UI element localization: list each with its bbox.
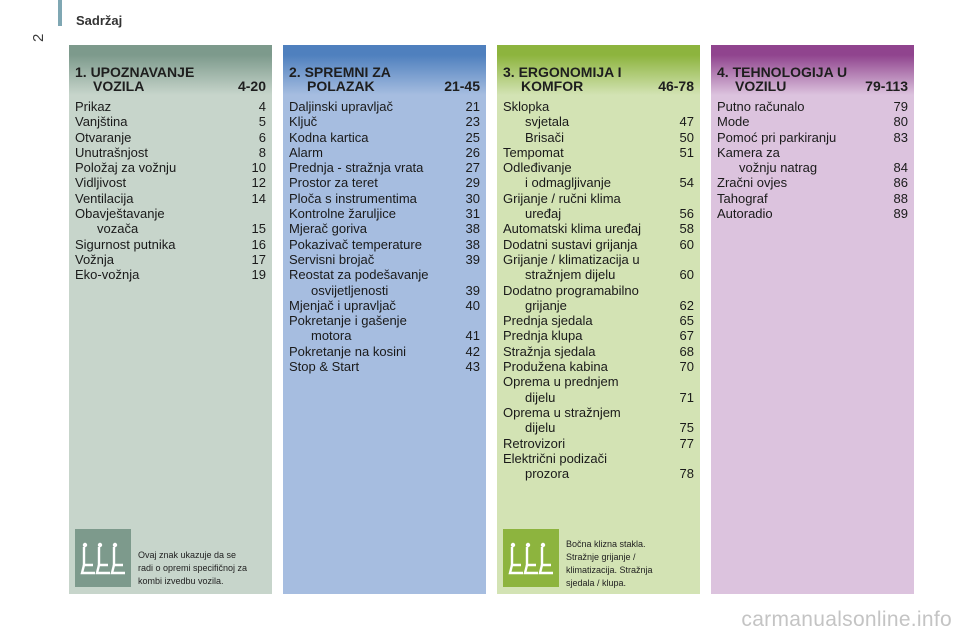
toc-item-text: Mode <box>717 114 750 130</box>
toc-item[interactable] <box>717 145 908 176</box>
toc-item-subtext: vožnju natrag <box>739 160 818 176</box>
toc-item-page: 12 <box>251 175 266 191</box>
toc-item-label <box>717 206 886 221</box>
toc-item-text: Grijanje / klimatizacija u <box>503 251 640 267</box>
toc-item[interactable] <box>289 175 480 190</box>
toc-item-label <box>75 145 244 160</box>
section-page-range: 79-113 <box>865 78 908 94</box>
toc-item-text: Prikaz <box>75 99 112 114</box>
toc-item[interactable] <box>75 206 266 237</box>
toc-item-page: 23 <box>465 114 480 130</box>
toc-item-page: 6 <box>258 129 266 145</box>
toc-item-label <box>75 237 244 252</box>
toc-item-label <box>289 252 458 267</box>
toc-item-text: Automatski klima uređaj <box>503 221 641 237</box>
toc-item[interactable] <box>503 451 694 482</box>
toc-item-subtext: Brisači <box>525 129 565 145</box>
toc-item-text: Kodna kartica <box>289 129 369 145</box>
toc-item-text: Mjerač goriva <box>289 221 368 237</box>
section-title-line2: POLAZAK <box>307 78 375 94</box>
toc-list <box>69 95 272 283</box>
toc-item-label <box>503 221 672 236</box>
toc-item[interactable] <box>75 114 266 129</box>
toc-item-label <box>289 221 458 236</box>
toc-item-page: 43 <box>465 359 480 375</box>
toc-item[interactable] <box>289 191 480 206</box>
toc-item[interactable] <box>75 191 266 206</box>
toc-item[interactable] <box>503 130 694 145</box>
toc-item-page: 25 <box>465 129 480 145</box>
toc-item-page: 50 <box>679 129 694 145</box>
toc-item-label <box>503 436 672 451</box>
toc-item-page: 62 <box>679 297 694 313</box>
toc-item-text: Mjenjač i upravljač <box>289 297 396 313</box>
toc-item[interactable] <box>503 221 694 236</box>
toc-item-page: 4 <box>258 99 266 114</box>
toc-item-page: 8 <box>258 144 266 160</box>
toc-item-page: 79 <box>893 99 908 114</box>
toc-item-text: Vanjština <box>75 114 128 130</box>
toc-item-page: 31 <box>465 206 480 222</box>
section-column-2 <box>283 45 486 594</box>
toc-item-text: Tempomat <box>503 144 564 160</box>
section-title-line2: VOZILU <box>735 78 787 94</box>
toc-item-text: Prednja klupa <box>503 328 583 344</box>
toc-item-text: Prednja sjedala <box>503 313 593 329</box>
toc-item-page: 26 <box>465 144 480 160</box>
toc-item-subtext: i odmagljivanje <box>525 175 611 191</box>
toc-item-label <box>289 130 458 145</box>
toc-item-page: 30 <box>465 190 480 206</box>
toc-item-label <box>289 206 458 221</box>
toc-item-subtext: svjetala <box>525 114 570 130</box>
toc-item-text: Kontrolne žaruljice <box>289 206 396 222</box>
toc-item-text: Kamera za <box>717 144 780 160</box>
toc-item[interactable] <box>75 252 266 267</box>
toc-item[interactable] <box>503 283 694 314</box>
note-line: Stražnje grijanje / <box>566 552 636 562</box>
toc-item-subtext: prozora <box>525 466 570 482</box>
toc-item-label <box>503 237 672 252</box>
header-accent-bar <box>58 0 62 26</box>
toc-item-text: Odleđivanje <box>503 160 572 176</box>
watermark: carmanualsonline.info <box>741 608 952 631</box>
toc-item-page: 88 <box>893 190 908 206</box>
toc-item-label <box>503 160 672 191</box>
column-header-band <box>711 45 914 55</box>
toc-item-text: Pokretanje i gašenje <box>289 313 407 329</box>
note-text <box>138 549 247 588</box>
toc-item-text: Servisni brojač <box>289 251 375 267</box>
toc-item-label <box>717 99 886 114</box>
page-number: 2 <box>30 33 47 42</box>
toc-item-page: 42 <box>465 343 480 359</box>
toc-item-label <box>75 175 244 190</box>
toc-item[interactable] <box>289 344 480 359</box>
toc-item-label <box>75 130 244 145</box>
toc-item-page: 39 <box>465 282 480 298</box>
toc-item-page: 38 <box>465 221 480 237</box>
toc-item-subtext: stražnjem dijelu <box>525 267 616 283</box>
kombi-icon <box>503 529 559 587</box>
toc-item-page: 58 <box>679 221 694 237</box>
toc-item-text: Ventilacija <box>75 190 134 206</box>
toc-item[interactable] <box>717 175 908 190</box>
toc-item[interactable] <box>717 206 908 221</box>
toc-item-label <box>503 191 672 222</box>
toc-item-label <box>289 145 458 160</box>
section-title-line1: 3. ERGONOMIJA I <box>503 64 622 80</box>
toc-item-label <box>717 114 886 129</box>
note-text <box>566 538 653 590</box>
toc-item[interactable] <box>289 114 480 129</box>
toc-item-label <box>289 191 458 206</box>
toc-item-text: Vidljivost <box>75 175 127 191</box>
toc-item-text: Električni podizači <box>503 450 608 466</box>
toc-item-page: 10 <box>251 160 266 176</box>
toc-item-text: Eko-vožnja <box>75 267 140 283</box>
toc-list <box>711 95 914 221</box>
section-title[interactable] <box>283 55 486 95</box>
toc-item-page: 38 <box>465 236 480 252</box>
section-title[interactable] <box>497 55 700 95</box>
toc-item-text: Stop & Start <box>289 359 360 375</box>
note-line: kombi izvedbu vozila. <box>138 576 224 586</box>
toc-item-page: 65 <box>679 313 694 329</box>
toc-item-label <box>503 145 672 160</box>
toc-item-label <box>289 313 458 344</box>
toc-item[interactable] <box>289 206 480 221</box>
section-title[interactable] <box>711 55 914 95</box>
toc-item-label <box>289 359 458 374</box>
toc-item-text: Vožnja <box>75 251 115 267</box>
toc-item-page: 21 <box>465 99 480 114</box>
section-page-range: 4-20 <box>237 78 266 94</box>
toc-item[interactable] <box>503 313 694 328</box>
toc-item-page: 27 <box>465 160 480 176</box>
toc-item-text: Ploča s instrumentima <box>289 190 417 206</box>
toc-item[interactable] <box>289 160 480 175</box>
toc-item-page: 51 <box>679 144 694 160</box>
toc-item-text: Retrovizori <box>503 435 566 451</box>
toc-item-text: Prednja - stražnja vrata <box>289 160 424 176</box>
toc-item-label <box>717 191 886 206</box>
toc-item[interactable] <box>503 99 694 130</box>
toc-item-page: 19 <box>251 267 266 283</box>
toc-item-text: Pomoć pri parkiranju <box>717 129 837 145</box>
toc-item-page: 15 <box>251 221 266 237</box>
toc-item-text: Oprema u prednjem <box>503 374 619 390</box>
toc-item-label <box>503 328 672 343</box>
column-header-band <box>69 45 272 55</box>
toc-item-page: 84 <box>893 160 908 176</box>
toc-item-text: Obavještavanje <box>75 206 165 222</box>
column-header-band <box>497 45 700 55</box>
section-title-line2: VOZILA <box>93 78 145 94</box>
toc-item-label <box>503 405 672 436</box>
toc-item-subtext: dijelu <box>525 420 556 436</box>
toc-item-label <box>289 175 458 190</box>
toc-item[interactable] <box>503 160 694 191</box>
toc-item-page: 54 <box>679 175 694 191</box>
toc-item[interactable] <box>75 130 266 145</box>
toc-item-text: Položaj za vožnju <box>75 160 177 176</box>
toc-item[interactable] <box>75 237 266 252</box>
toc-item-subtext: osvijetljenosti <box>311 282 389 298</box>
section-title-line1: 1. UPOZNAVANJE <box>75 64 195 80</box>
toc-item-label <box>503 130 672 145</box>
toc-item[interactable] <box>289 99 480 114</box>
toc-item-text: Daljinski upravljač <box>289 99 394 114</box>
toc-item[interactable] <box>75 267 266 282</box>
toc-item-text: Dodatni sustavi grijanja <box>503 236 638 252</box>
toc-item-text: Pokretanje na kosini <box>289 343 407 359</box>
toc-item[interactable] <box>717 130 908 145</box>
toc-item[interactable] <box>75 145 266 160</box>
section-column-4 <box>711 45 914 594</box>
toc-item-text: Produžena kabina <box>503 359 608 375</box>
note-line: sjedala / klupa. <box>566 578 627 588</box>
page-title: Sadržaj <box>76 13 123 28</box>
toc-item-page: 71 <box>679 389 694 405</box>
toc-item[interactable] <box>289 298 480 313</box>
toc-item[interactable] <box>503 359 694 374</box>
toc-item-page: 60 <box>679 236 694 252</box>
toc-item-page: 14 <box>251 190 266 206</box>
toc-item-text: Grijanje / ručni klima <box>503 190 621 206</box>
toc-item-label <box>503 283 672 314</box>
section-title[interactable] <box>69 55 272 95</box>
toc-item-text: Unutrašnjost <box>75 144 148 160</box>
toc-item-label <box>503 99 672 130</box>
toc-item[interactable] <box>503 405 694 436</box>
toc-item[interactable] <box>289 221 480 236</box>
toc-list <box>497 95 700 481</box>
toc-item-page: 86 <box>893 175 908 191</box>
toc-item[interactable] <box>717 99 908 114</box>
toc-item-page: 16 <box>251 236 266 252</box>
toc-item-label <box>289 160 458 175</box>
toc-item-page: 29 <box>465 175 480 191</box>
note-line: radi o opremi specifičnoj za <box>138 563 248 573</box>
toc-item-label <box>503 344 672 359</box>
section-column-1 <box>69 45 272 594</box>
toc-item-page: 78 <box>679 466 694 482</box>
toc-item-label <box>75 252 244 267</box>
toc-item[interactable] <box>75 175 266 190</box>
toc-item-label <box>75 267 244 282</box>
toc-item-label <box>75 160 244 175</box>
toc-item[interactable] <box>503 374 694 405</box>
toc-item-page: 41 <box>465 328 480 344</box>
toc-list <box>283 95 486 374</box>
toc-item-page: 40 <box>465 297 480 313</box>
toc-item-label <box>503 451 672 482</box>
toc-item[interactable] <box>75 99 266 114</box>
toc-item[interactable] <box>503 252 694 283</box>
toc-item[interactable] <box>289 130 480 145</box>
toc-item-label <box>289 267 458 298</box>
toc-item-text: Ključ <box>289 114 318 130</box>
toc-item[interactable] <box>75 160 266 175</box>
toc-item-page: 60 <box>679 267 694 283</box>
toc-item[interactable] <box>503 191 694 222</box>
toc-item-label <box>503 374 672 405</box>
toc-item-label <box>289 298 458 313</box>
toc-item[interactable] <box>289 237 480 252</box>
toc-item-page: 70 <box>679 359 694 375</box>
toc-item-page: 68 <box>679 343 694 359</box>
toc-item-text: Pokazivač temperature <box>289 236 422 252</box>
toc-item-label <box>289 344 458 359</box>
toc-item[interactable] <box>503 328 694 343</box>
toc-item[interactable] <box>289 313 480 344</box>
toc-item-text: Putno računalo <box>717 99 805 114</box>
toc-item-subtext: dijelu <box>525 389 556 405</box>
toc-item[interactable] <box>503 344 694 359</box>
toc-item[interactable] <box>289 252 480 267</box>
toc-item-text: Oprema u stražnjem <box>503 404 621 420</box>
toc-item-text: Stražnja sjedala <box>503 343 596 359</box>
kombi-icon <box>75 529 131 587</box>
section-title-line1: 2. SPREMNI ZA <box>289 64 391 80</box>
toc-item-text: Autoradio <box>717 206 773 222</box>
toc-item-text: Reostat za podešavanje <box>289 267 429 283</box>
section-title-line1: 4. TEHNOLOGIJA U <box>717 64 848 80</box>
note-line: klimatizacija. Stražnja <box>566 565 653 575</box>
toc-item-label <box>289 99 458 114</box>
toc-item-page: 75 <box>679 420 694 436</box>
toc-item-subtext: motora <box>311 328 352 344</box>
toc-item-page: 77 <box>679 435 694 451</box>
toc-item[interactable] <box>717 191 908 206</box>
section-page-range: 21-45 <box>444 78 480 94</box>
toc-item-text: Zračni ovjes <box>717 175 788 191</box>
toc-item-page: 83 <box>893 129 908 145</box>
toc-item-label <box>717 130 886 145</box>
toc-item-page: 47 <box>679 114 694 130</box>
toc-item-label <box>503 252 672 283</box>
toc-item-label <box>503 313 672 328</box>
toc-item-label <box>75 99 244 114</box>
toc-item-page: 56 <box>679 206 694 222</box>
toc-item-text: Sklopka <box>503 99 550 114</box>
toc-item-page: 80 <box>893 114 908 130</box>
toc-item-label <box>75 206 244 237</box>
toc-item[interactable] <box>717 114 908 129</box>
column-header-band <box>283 45 486 55</box>
toc-item-label <box>75 114 244 129</box>
toc-item-text: Alarm <box>289 144 323 160</box>
toc-item-page: 39 <box>465 251 480 267</box>
toc-item-page: 89 <box>893 206 908 222</box>
toc-item-label <box>717 145 886 176</box>
toc-item[interactable] <box>503 145 694 160</box>
toc-item-text: Sigurnost putnika <box>75 236 176 252</box>
toc-item[interactable] <box>289 267 480 298</box>
section-column-3 <box>497 45 700 594</box>
toc-item-label <box>75 191 244 206</box>
toc-item[interactable] <box>503 237 694 252</box>
toc-item-label <box>503 359 672 374</box>
toc-item-subtext: uređaj <box>525 206 562 222</box>
toc-item-text: Otvaranje <box>75 129 132 145</box>
note-line: Bočna klizna stakla. <box>566 539 646 549</box>
toc-item-text: Prostor za teret <box>289 175 378 191</box>
section-title-line2: KOMFOR <box>521 78 584 94</box>
toc-item-subtext: grijanje <box>525 297 567 313</box>
toc-item-text: Tahograf <box>717 190 768 206</box>
toc-item-page: 67 <box>679 328 694 344</box>
toc-item[interactable] <box>289 145 480 160</box>
toc-item-label <box>289 237 458 252</box>
toc-item-subtext: vozača <box>97 221 139 237</box>
toc-item[interactable] <box>503 436 694 451</box>
toc-item-label <box>289 114 458 129</box>
section-page-range: 46-78 <box>658 78 694 94</box>
toc-item-page: 17 <box>251 251 266 267</box>
toc-item-page: 5 <box>258 114 266 130</box>
toc-item[interactable] <box>289 359 480 374</box>
note-line: Ovaj znak ukazuje da se <box>138 550 237 560</box>
toc-item-text: Dodatno programabilno <box>503 282 639 298</box>
toc-item-label <box>717 175 886 190</box>
